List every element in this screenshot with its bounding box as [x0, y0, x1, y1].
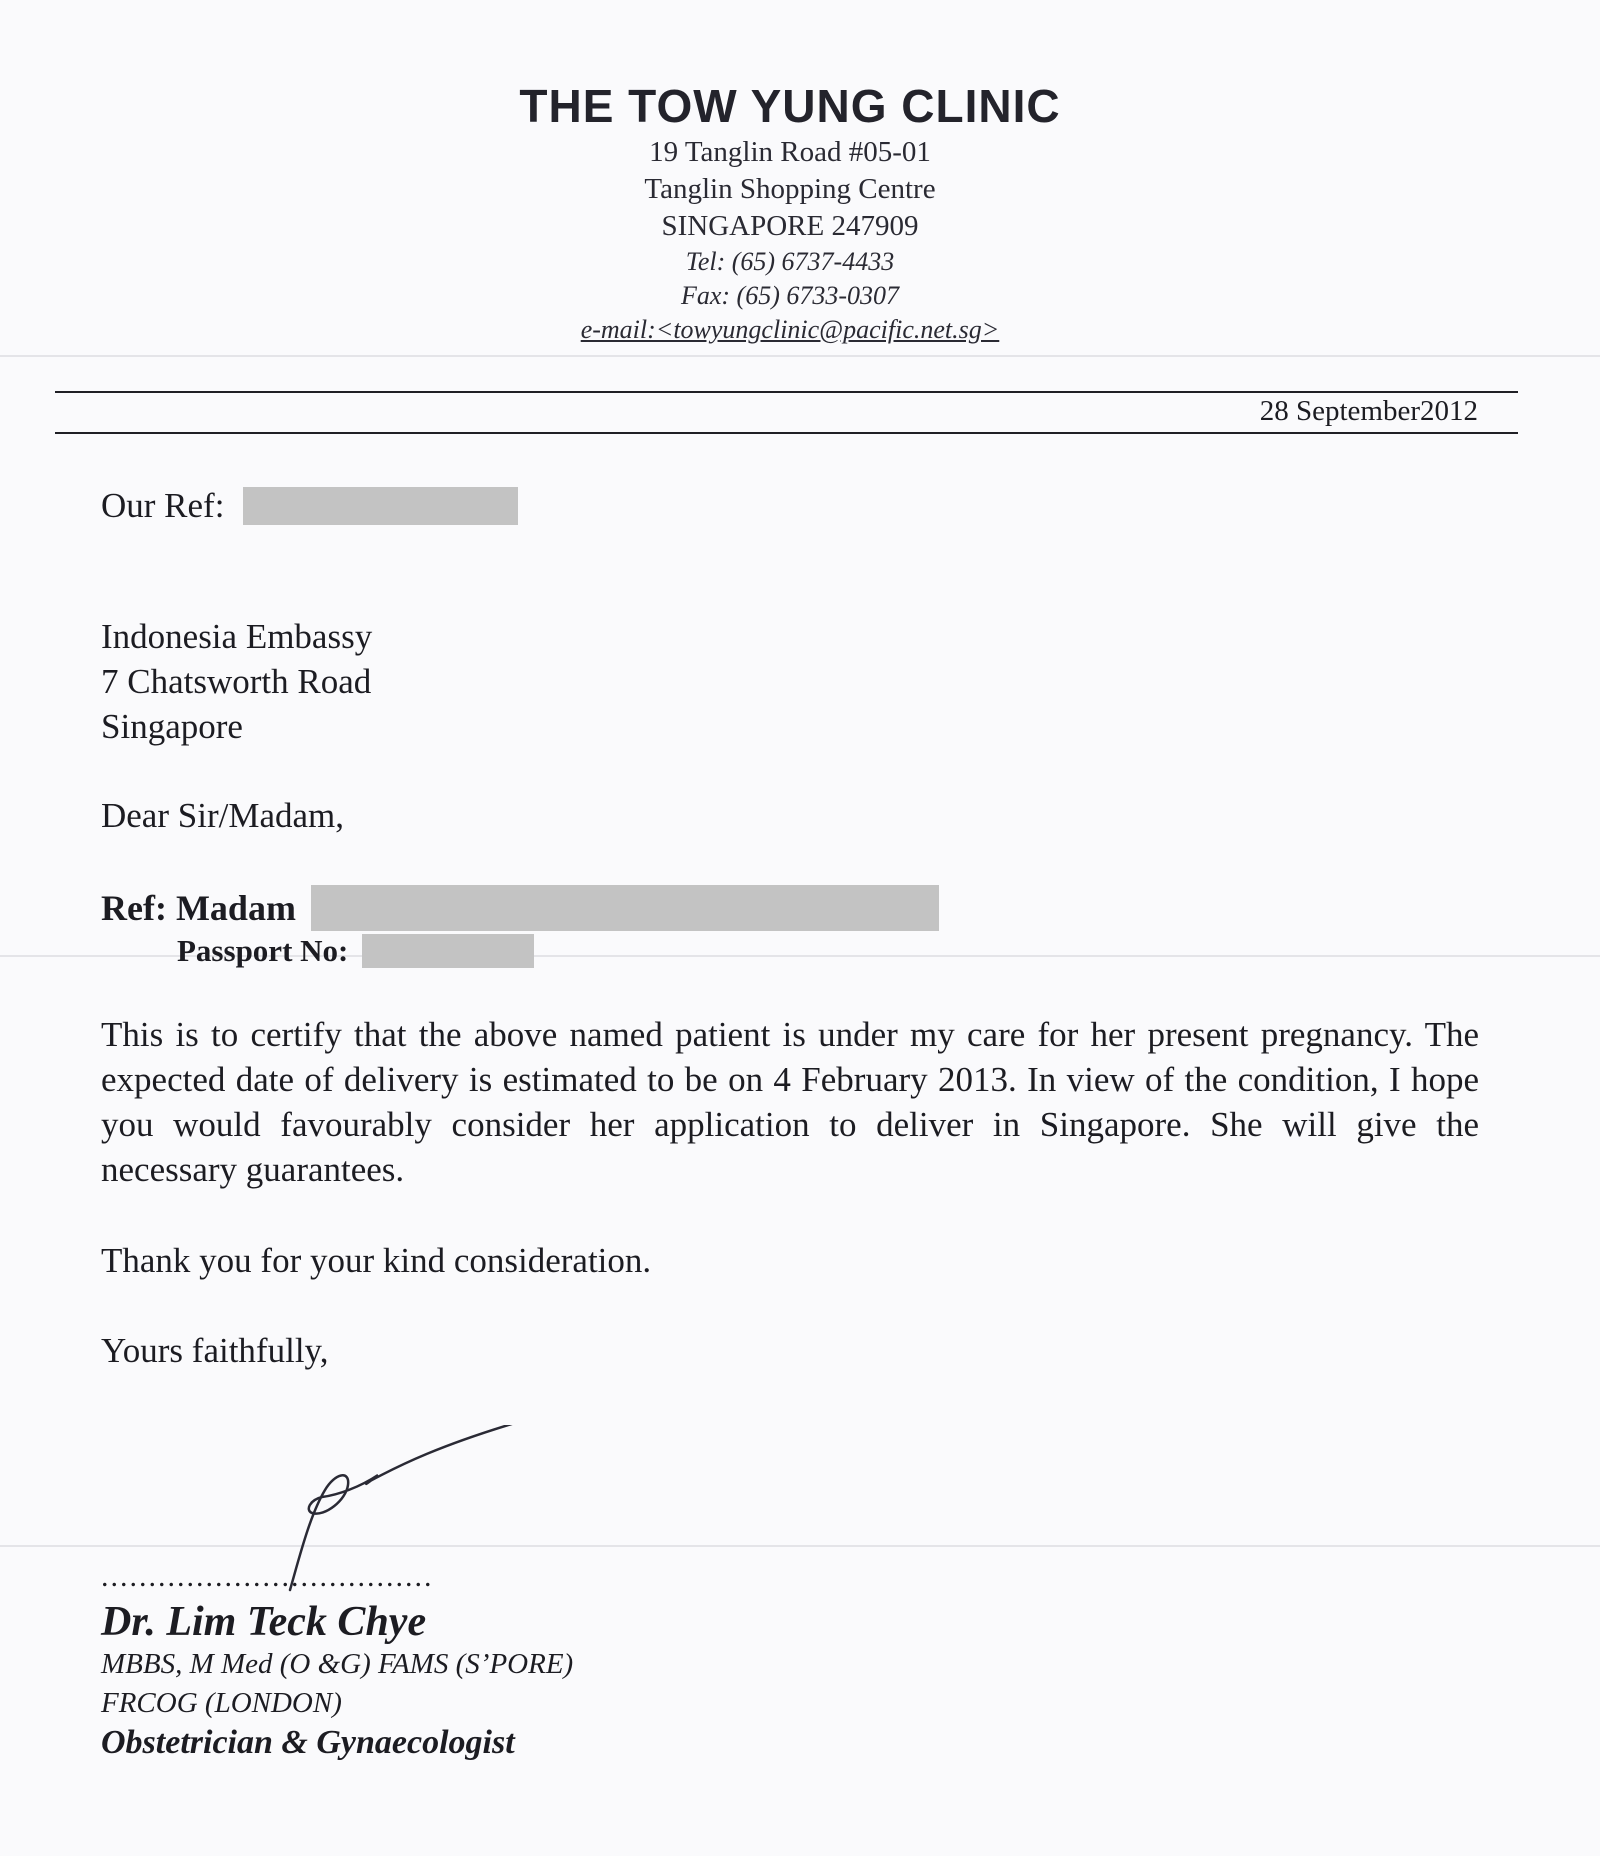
redacted-patient-name: [311, 885, 939, 931]
ref-madam-label: Ref: Madam: [101, 887, 296, 928]
our-ref: [101, 480, 518, 528]
our-ref-label: Our Ref:: [101, 486, 225, 526]
email: e-mail:<towyungclinic@pacific.net.sg>: [580, 315, 1000, 344]
body-paragraph: This is to certify that the above named patient is under my care for her present pregnancy. The expected date of delivery is estimated to be on 4 February 2013. In view of the condition, I hope you would favourably consider her application to deliver in Singapore. She will give the necessary guarantees.: [101, 1015, 1479, 1189]
paper-fold-line: [0, 1545, 1600, 1547]
closing-line: Yours faithfully,: [101, 1331, 329, 1370]
letter-date: 28 September2012: [1259, 395, 1478, 427]
header-rule-bottom: [55, 432, 1518, 434]
letterhead: [0, 78, 1580, 347]
paper-fold-line: [0, 355, 1600, 357]
recipient-line: Indonesia Embassy: [101, 617, 373, 656]
passport-reference: [177, 930, 534, 969]
salutation: Dear Sir/Madam,: [101, 796, 344, 835]
signatory-title: Obstetrician & Gynaecologist: [101, 1724, 515, 1761]
signature-line: ...................................: [101, 1560, 434, 1593]
redacted-reference: [243, 487, 518, 525]
fax: Fax: (65) 6733-0307: [680, 281, 900, 310]
patient-reference: [101, 883, 939, 931]
header-rule-top: [55, 391, 1518, 393]
recipient-line: Singapore: [101, 707, 243, 746]
signatory-name: Dr. Lim Teck Chye: [101, 1599, 427, 1645]
clinic-name: THE TOW YUNG CLINIC: [519, 80, 1061, 132]
redacted-passport-number: [362, 934, 534, 968]
passport-label: Passport No:: [177, 932, 349, 968]
thanks-line: Thank you for your kind consideration.: [101, 1241, 652, 1280]
signatory-qualifications: MBBS, M Med (O &G) FAMS (S’PORE): [101, 1648, 574, 1680]
recipient-line: 7 Chatsworth Road: [101, 662, 372, 701]
handwritten-signature: [270, 1425, 540, 1605]
address-line: SINGAPORE 247909: [661, 210, 919, 242]
telephone: Tel: (65) 6737-4433: [685, 247, 895, 276]
recipient-address: [101, 614, 372, 749]
address-line: Tanglin Shopping Centre: [644, 173, 936, 205]
address-line: 19 Tanglin Road #05-01: [649, 136, 931, 168]
signatory-qualifications: FRCOG (LONDON): [101, 1687, 342, 1719]
